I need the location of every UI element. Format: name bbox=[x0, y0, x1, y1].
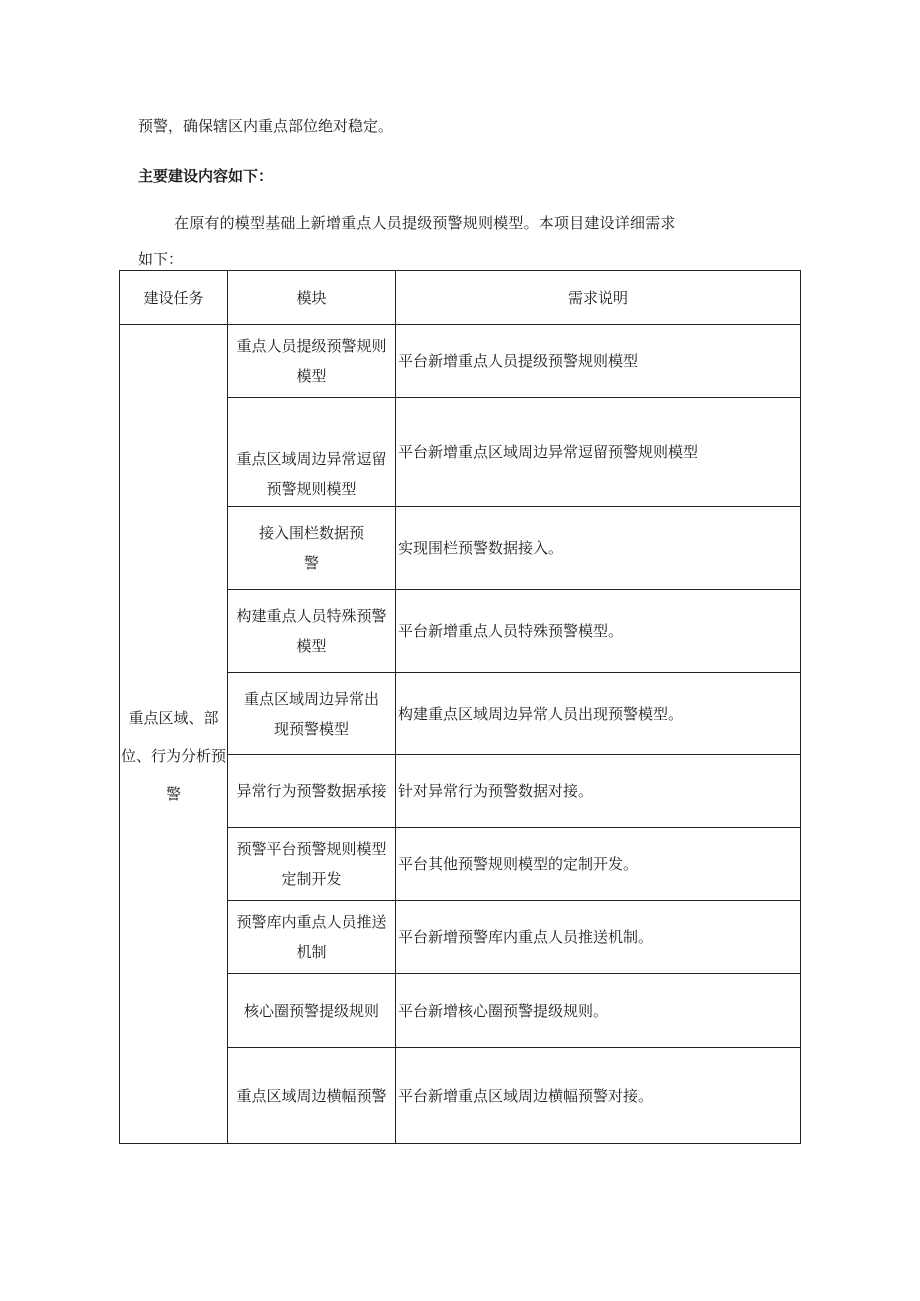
module-cell: 异常行为预警数据承接 bbox=[228, 755, 396, 828]
task-text: 重点区域、部位、行为分析预警 bbox=[120, 709, 226, 803]
table-row bbox=[120, 325, 801, 398]
module-cell: 接入围栏数据预警 bbox=[228, 507, 396, 590]
requirements-table bbox=[119, 270, 801, 1144]
description-cell: 平台新增重点区域周边横幅预警对接。 bbox=[396, 1048, 801, 1144]
module-cell: 重点人员提级预警规则模型 bbox=[228, 325, 396, 398]
paragraph-text: 预警，确保辖区内重点部位绝对稳定。 bbox=[138, 117, 394, 135]
section-heading: 主要建设内容如下： bbox=[138, 167, 274, 185]
description-cell: 平台新增重点区域周边异常逗留预警规则模型 bbox=[396, 398, 801, 507]
paragraph-text: 如下： bbox=[138, 250, 184, 268]
module-cell: 核心圈预警提级规则 bbox=[228, 974, 396, 1048]
module-cell: 预警库内重点人员推送机制 bbox=[228, 901, 396, 974]
table-header-row bbox=[120, 271, 801, 325]
description-cell: 平台新增重点人员提级预警规则模型 bbox=[396, 325, 801, 398]
header-cell-description: 需求说明 bbox=[396, 271, 801, 325]
description-cell: 实现围栏预警数据接入。 bbox=[396, 507, 801, 590]
header-cell-module: 模块 bbox=[228, 271, 396, 325]
task-cell bbox=[120, 325, 228, 1144]
module-cell: 重点区域周边异常出现预警模型 bbox=[228, 673, 396, 755]
description-cell: 平台新增核心圈预警提级规则。 bbox=[396, 974, 801, 1048]
module-cell: 预警平台预警规则模型定制开发 bbox=[228, 828, 396, 901]
description-cell: 针对异常行为预警数据对接。 bbox=[396, 755, 801, 828]
description-cell: 平台其他预警规则模型的定制开发。 bbox=[396, 828, 801, 901]
header-cell-task: 建设任务 bbox=[120, 271, 228, 325]
module-cell: 构建重点人员特殊预警模型 bbox=[228, 590, 396, 673]
module-cell: 重点区域周边异常逗留预警规则模型 bbox=[228, 398, 396, 507]
description-cell: 平台新增重点人员特殊预警模型。 bbox=[396, 590, 801, 673]
paragraph-text: 在原有的模型基础上新增重点人员提级预警规则模型。本项目建设详细需求 bbox=[174, 214, 676, 232]
module-cell: 重点区域周边横幅预警 bbox=[228, 1048, 396, 1144]
description-cell: 构建重点区域周边异常人员出现预警模型。 bbox=[396, 673, 801, 755]
description-cell: 平台新增预警库内重点人员推送机制。 bbox=[396, 901, 801, 974]
